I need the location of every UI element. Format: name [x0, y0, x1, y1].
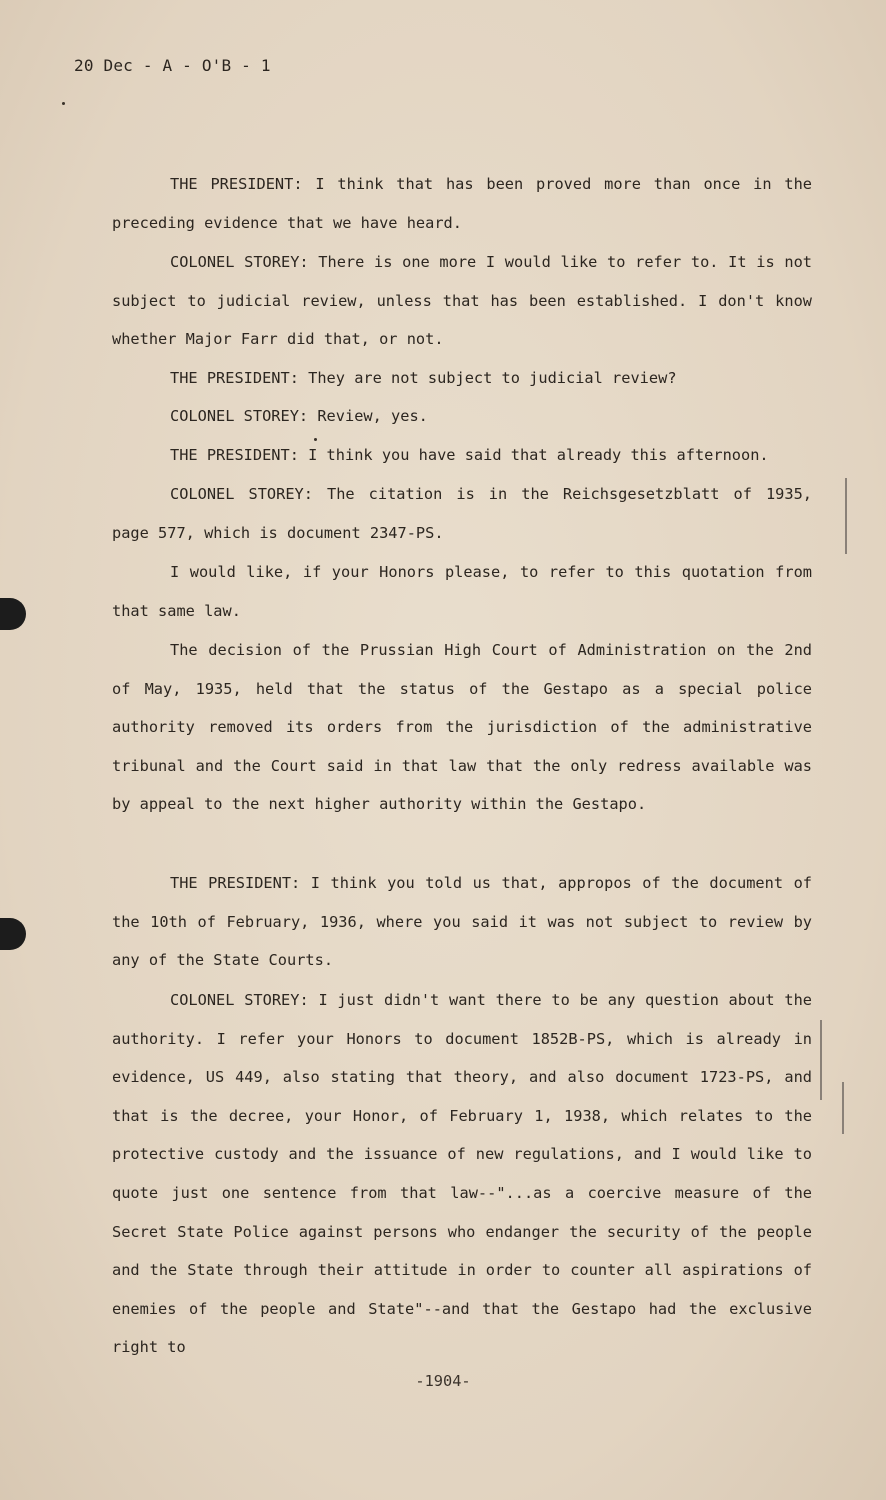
paragraph-5: THE PRESIDENT: I think you have said that already this afternoon. — [170, 446, 769, 464]
binder-hole-top — [0, 598, 26, 630]
paper-speck — [62, 102, 65, 105]
pencil-margin-mark — [842, 1082, 844, 1134]
paragraph-7: I would like, if your Honors please, to refer to this quotation from that same law. — [112, 563, 812, 620]
pencil-margin-mark — [845, 478, 847, 554]
paragraph-1: THE PRESIDENT: I think that has been proved more than once in the preceding evidence that we have heard. — [112, 175, 812, 232]
paragraph-10: COLONEL STOREY: I just didn't want there to be any question about the authority. I refer your Honors to document 1852B-PS, which is already in evidence, US 449, also stating that theory, and also document 1723-PS, and that is the decree, your Honor, of February 1, 1938, which relates to the protective custody and the issuance of new regulations, and I would like to quote just one sentence from that law--"...as a coercive measure of the Secret State Police against persons who endanger the security of the people and the State through their attitude in order to counter all aspirations of enemies of the people and State"--and that the Gestapo had the exclusive right to — [112, 991, 812, 1357]
paragraph-6: COLONEL STOREY: The citation is in the Reichsgesetzblatt of 1935, page 577, which is document 2347-PS. — [112, 485, 812, 542]
paper-speck — [314, 438, 317, 441]
paragraph-3: THE PRESIDENT: They are not subject to judicial review? — [170, 369, 677, 387]
paragraph-4: COLONEL STOREY: Review, yes. — [170, 407, 428, 425]
transcript-reference: 20 Dec - A - O'B - 1 — [74, 56, 271, 75]
pencil-margin-mark — [820, 1020, 822, 1100]
paragraph-2: COLONEL STOREY: There is one more I would like to refer to. It is not subject to judicial review, unless that has been established. I don't know whether Major Farr did that, or not. — [112, 253, 812, 349]
page-number: -1904- — [415, 1372, 471, 1390]
paragraph-8: The decision of the Prussian High Court of Administration on the 2nd of May, 1935, held that the status of the Gestapo as a special police authority removed its orders from the jurisdiction of the administrative tribunal and the Court said in that law that the only redress available was by appeal to the next higher authority within the Gestapo. — [112, 641, 812, 814]
paragraph-9: THE PRESIDENT: I think you told us that, appropos of the document of the 10th of February, 1936, where you said it was not subject to review by any of the State Courts. — [112, 874, 812, 970]
binder-hole-bottom — [0, 918, 26, 950]
